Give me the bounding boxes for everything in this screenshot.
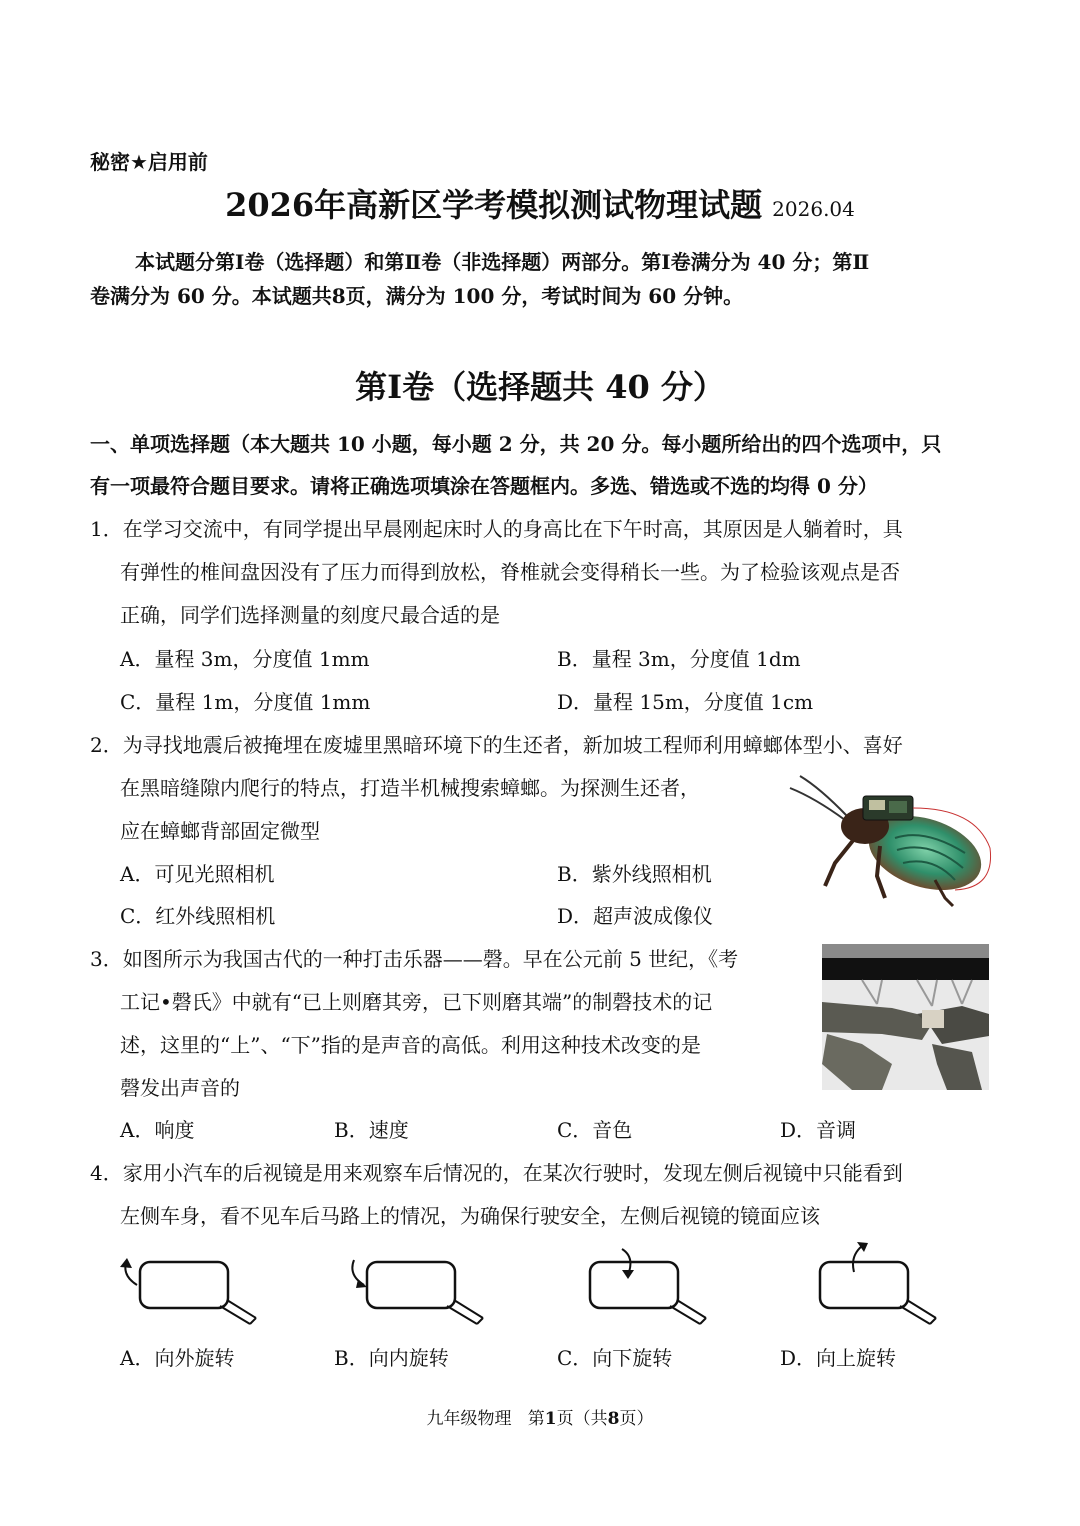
option-a: A．向外旋转 — [120, 1346, 235, 1370]
question-text-line: 有弹性的椎间盘因没有了压力而得到放松，脊椎就会变得稍长一些。为了检验该观点是否 — [120, 560, 900, 584]
confidential-label: 秘密★启用前 — [90, 150, 208, 174]
exam-title-text: 2026年高新区学考模拟测试物理试题 — [225, 186, 763, 224]
option-c: C．音色 — [557, 1118, 633, 1142]
option-c: C．红外线照相机 — [120, 904, 276, 928]
exam-title — [0, 180, 1080, 226]
section-heading-line-1: 一、单项选择题（本大题共 10 小题，每小题 2 分，共 20 分。每小题所给出的四个选项中，只 — [90, 432, 942, 456]
question-text-line: 正确，同学们选择测量的刻度尺最合适的是 — [120, 603, 500, 627]
page-footer — [0, 1404, 1080, 1429]
option-d: D．量程 15m，分度值 1cm — [557, 690, 814, 714]
option-d: D．向上旋转 — [780, 1346, 897, 1370]
question-text-line: 左侧车身，看不见车后马路上的情况，为确保行驶安全，左侧后视镜的镜面应该 — [120, 1204, 820, 1228]
mirror-diagram-b — [342, 1250, 492, 1330]
footer-subject: 九年级物理 — [426, 1409, 512, 1429]
option-a: A．响度 — [120, 1118, 195, 1142]
question-text-line: 家用小汽车的后视镜是用来观察车后情况的，在某次行驶时，发现左侧后视镜中只能看到 — [122, 1161, 903, 1185]
footer-page-prefix: 第 — [527, 1409, 545, 1429]
question-text-line: 在黑暗缝隙内爬行的特点，打造半机械搜索蟑螂。为探测生还者， — [120, 776, 700, 800]
section-heading-line-2: 有一项最符合题目要求。请将正确选项填涂在答题框内。多选、错选或不选的均得 0 分） — [90, 474, 878, 498]
intro-line-1: 本试题分第Ⅰ卷（选择题）和第Ⅱ卷（非选择题）两部分。第Ⅰ卷满分为 40 分；第Ⅱ — [135, 250, 870, 274]
question-2 — [90, 729, 903, 758]
question-text-line: 工记•磬氏》中就有“已上则磨其旁，已下则磨其端”的制磬技术的记 — [120, 990, 713, 1014]
question-text-line: 在学习交流中，有同学提出早晨刚起床时人的身高比在下午时高，其原因是人躺着时，具 — [122, 517, 903, 541]
option-d: D．超声波成像仪 — [557, 904, 714, 928]
option-a: A．量程 3m，分度值 1mm — [120, 647, 370, 671]
footer-page-mid: 页（共 — [556, 1409, 608, 1429]
question-text-line: 应在蟑螂背部固定微型 — [120, 819, 320, 843]
question-text-line: 如图所示为我国古代的一种打击乐器——磬。早在公元前 5 世纪，《考 — [122, 947, 739, 971]
question-text-line: 为寻找地震后被掩埋在废墟里黑暗环境下的生还者，新加坡工程师利用蟑螂体型小、喜好 — [122, 733, 903, 757]
footer-page-suffix: 页） — [619, 1409, 654, 1429]
exam-date: 2026.04 — [772, 197, 855, 221]
question-number: 1． — [90, 517, 123, 541]
option-c: C．量程 1m，分度值 1mm — [120, 690, 371, 714]
section-title: 第Ⅰ卷（选择题共 40 分） — [355, 368, 725, 406]
question-1 — [90, 513, 903, 542]
footer-page-number: 1 — [544, 1409, 557, 1429]
intro-line-2: 卷满分为 60 分。本试题共8页，满分为 100 分，考试时间为 60 分钟。 — [90, 284, 744, 308]
stone-chime-image — [822, 944, 989, 1090]
question-number: 2． — [90, 733, 123, 757]
question-number: 3． — [90, 947, 123, 971]
question-text-line: 述，这里的“上”、“下”指的是声音的高低。利用这种技术改变的是 — [120, 1033, 701, 1057]
option-b: B．紫外线照相机 — [557, 862, 712, 886]
option-d: D．音调 — [780, 1118, 857, 1142]
question-4 — [90, 1157, 903, 1186]
question-number: 4． — [90, 1161, 123, 1185]
mirror-diagram-a — [115, 1250, 265, 1330]
question-3 — [90, 943, 738, 972]
option-b: B．向内旋转 — [334, 1346, 449, 1370]
option-b: B．速度 — [334, 1118, 409, 1142]
mirror-diagram-c — [580, 1245, 730, 1330]
option-c: C．向下旋转 — [557, 1346, 673, 1370]
question-text-line: 磬发出声音的 — [120, 1076, 240, 1100]
option-a: A．可见光照相机 — [120, 862, 275, 886]
option-b: B．量程 3m，分度值 1dm — [557, 647, 801, 671]
cyborg-cockroach-image — [785, 768, 1000, 908]
mirror-diagram-d — [810, 1238, 960, 1330]
footer-page-total: 8 — [607, 1409, 620, 1429]
